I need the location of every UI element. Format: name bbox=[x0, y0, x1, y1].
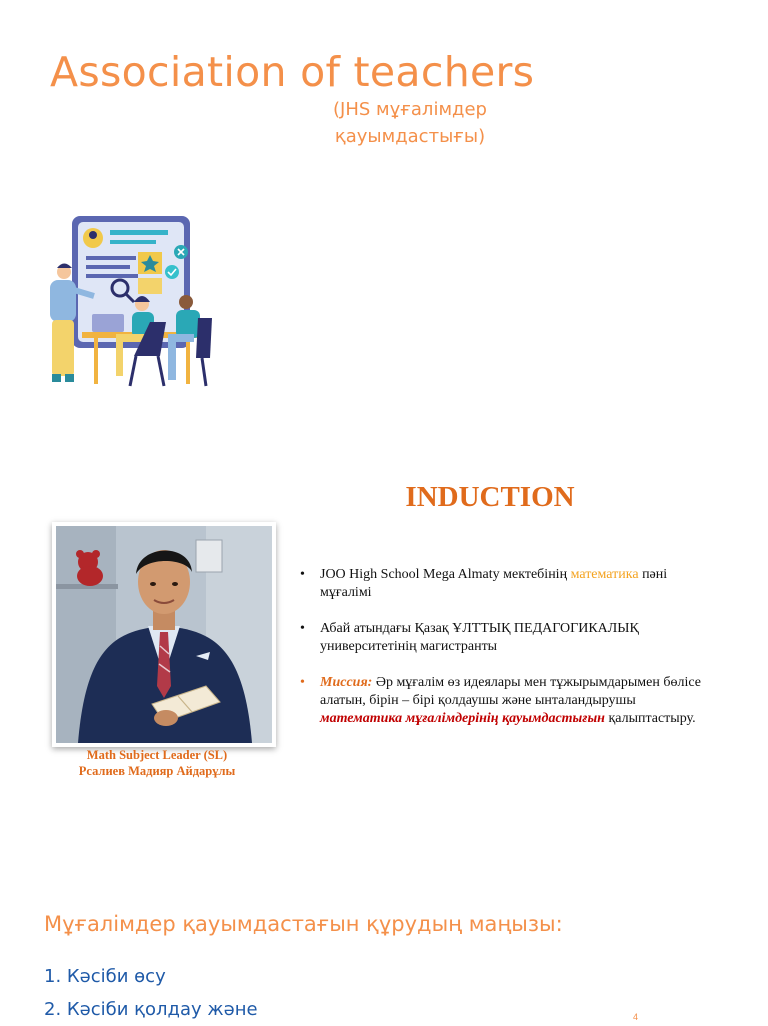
bullet-highlight: математика bbox=[570, 567, 639, 582]
bullet-highlight: математика мұғалімдерінің қауымдастығын bbox=[320, 711, 605, 726]
team-meeting-illustration bbox=[38, 210, 223, 392]
list-item bbox=[298, 620, 718, 656]
bullet-text-end: пәні мұғалімі bbox=[320, 567, 668, 600]
induction-heading: INDUCTION bbox=[405, 481, 575, 513]
list-item: 1. Кәсіби өсу bbox=[44, 966, 166, 987]
bullet-dot-icon: • bbox=[300, 675, 305, 690]
page-title: Association of teachers bbox=[50, 48, 535, 96]
list-item: 2. Кәсіби қолдау және bbox=[44, 999, 258, 1020]
portrait-caption bbox=[52, 747, 262, 779]
caption-name: Рсалиев Мадияр Айдарұлы bbox=[78, 764, 236, 778]
teacher-portrait bbox=[52, 522, 276, 747]
induction-bullets bbox=[298, 566, 718, 746]
bullet-text: Абай атындағы Қазақ ҰЛТТЫҚ ПЕДАГОГИКАЛЫҚ университетінің магистранты bbox=[320, 621, 639, 654]
caption-role: Math Subject Leader (SL) bbox=[86, 748, 228, 762]
bullet-dot-icon: • bbox=[300, 621, 305, 636]
importance-heading: Мұғалімдер қауымдастағын құрудың маңызы: bbox=[44, 912, 563, 936]
importance-list bbox=[44, 960, 258, 1026]
list-item bbox=[298, 674, 718, 728]
page-subtitle: (JHS мұғалімдер қауымдастығы) bbox=[333, 99, 487, 147]
page-number: 4 bbox=[633, 1012, 639, 1022]
bullet-text: Әр мұғалім өз идеялары мен тұжырымдарымен бөлісе алатын, бірін – бірі қолдаушы және ынталандырушы bbox=[320, 675, 701, 708]
mission-label: Миссия: bbox=[320, 675, 373, 690]
bullet-text-end: қалыптастыру. bbox=[604, 711, 696, 726]
bullet-dot-icon: • bbox=[300, 567, 305, 582]
bullet-text: JOO High School Mega Almaty мектебінің bbox=[320, 567, 571, 582]
list-item bbox=[298, 566, 718, 602]
